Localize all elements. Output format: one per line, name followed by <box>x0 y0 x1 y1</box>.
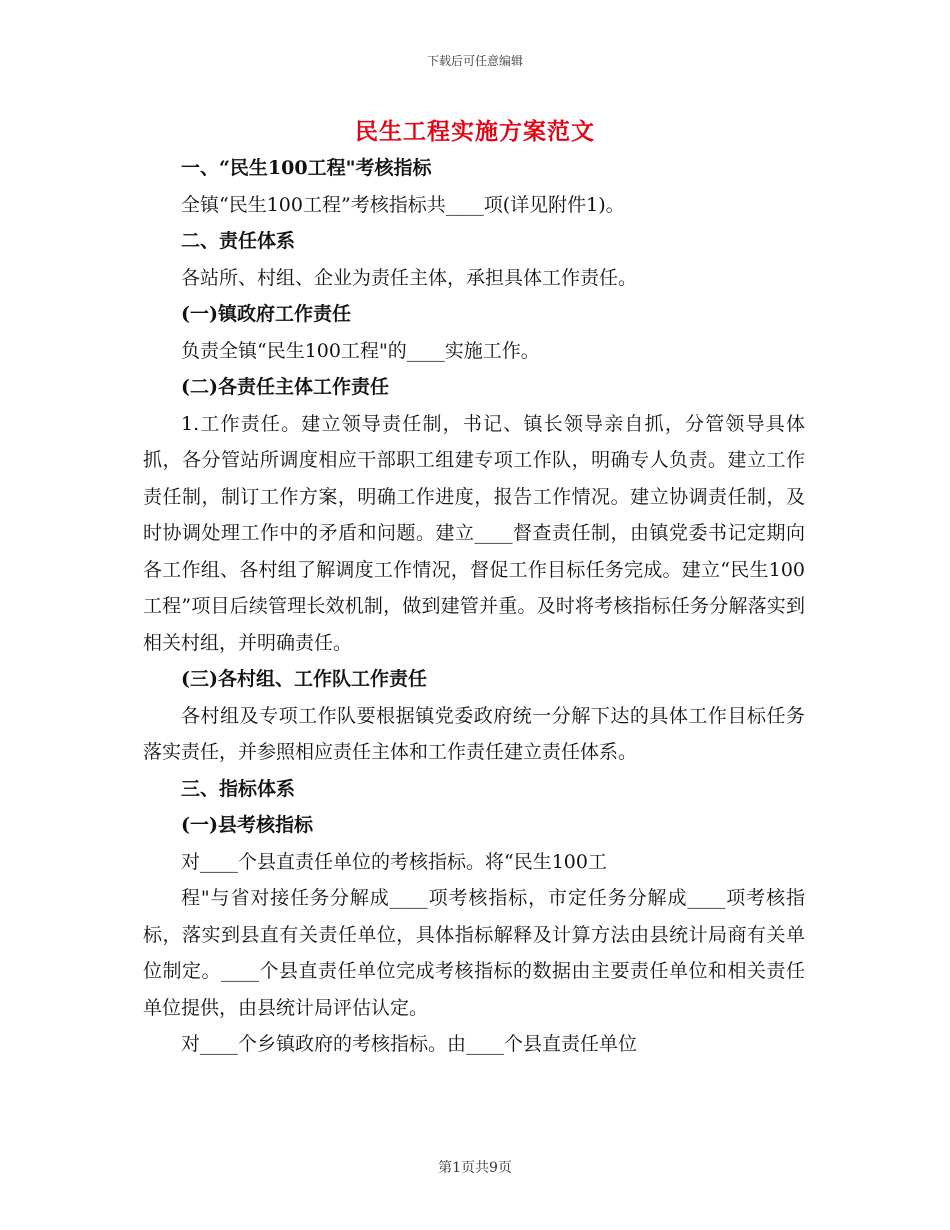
subsection-heading: (一)县考核指标 <box>181 814 313 836</box>
document-body <box>143 150 805 1063</box>
section-heading: 一、“民生100工程"考核指标 <box>181 157 432 179</box>
paragraph: 程"与省对接任务分解成____项考核指标，市定任务分解成____项考核指标，落实到县直有关责任单位，具体指标解释及计算方法由县统计局商有关单位制定。____个县直责任单位完成考核指标的数据由主要责任单位和相关责任单位提供，由县统计局评估认定。 <box>143 887 805 1019</box>
paragraph: 全镇“民生100工程”考核指标共____项(详见附件1)。 <box>181 193 625 216</box>
paragraph: 各站所、村组、企业为责任主体，承担具体工作责任。 <box>181 266 638 289</box>
document-title: 民生工程实施方案范文 <box>355 118 595 145</box>
paragraph: 负责全镇“民生100工程"的____实施工作。 <box>181 339 540 362</box>
section-heading: 三、指标体系 <box>181 777 296 800</box>
subsection-heading: (三)各村组、工作队工作责任 <box>181 668 427 690</box>
paragraph: 对____个乡镇政府的考核指标。由____个县直责任单位 <box>181 1033 638 1055</box>
page-number: 第1页共9页 <box>438 1160 512 1176</box>
subsection-heading: (一)镇政府工作责任 <box>181 303 351 325</box>
paragraph: 1.工作责任。建立领导责任制，书记、镇长领导亲自抓，分管领导具体抓，各分管站所调度相应干部职工组建专项工作队，明确专人负责。建立工作责任制，制订工作方案，明确工作进度，报告工作情况。建立协调责任制，及时协调处理工作中的矛盾和问题。建立____督查责任制，由镇党委书记定期向各工作组、各村组了解调度工作情况，督促工作目标任务完成。建立“民生100工程”项目后续管理长效机制，做到建管并重。及时将考核指标任务分解落实到相关村组，并明确责任。 <box>143 412 805 654</box>
subsection-heading: (二)各责任主体工作责任 <box>181 376 389 398</box>
paragraph: 各村组及专项工作队要根据镇党委政府统一分解下达的具体工作目标任务落实责任，并参照相应责任主体和工作责任建立责任体系。 <box>143 704 805 763</box>
header-note: 下载后可任意编辑 <box>426 54 523 68</box>
paragraph: 对____个县直责任单位的考核指标。将“民生100工 <box>181 850 607 873</box>
section-heading: 二、责任体系 <box>181 230 296 252</box>
